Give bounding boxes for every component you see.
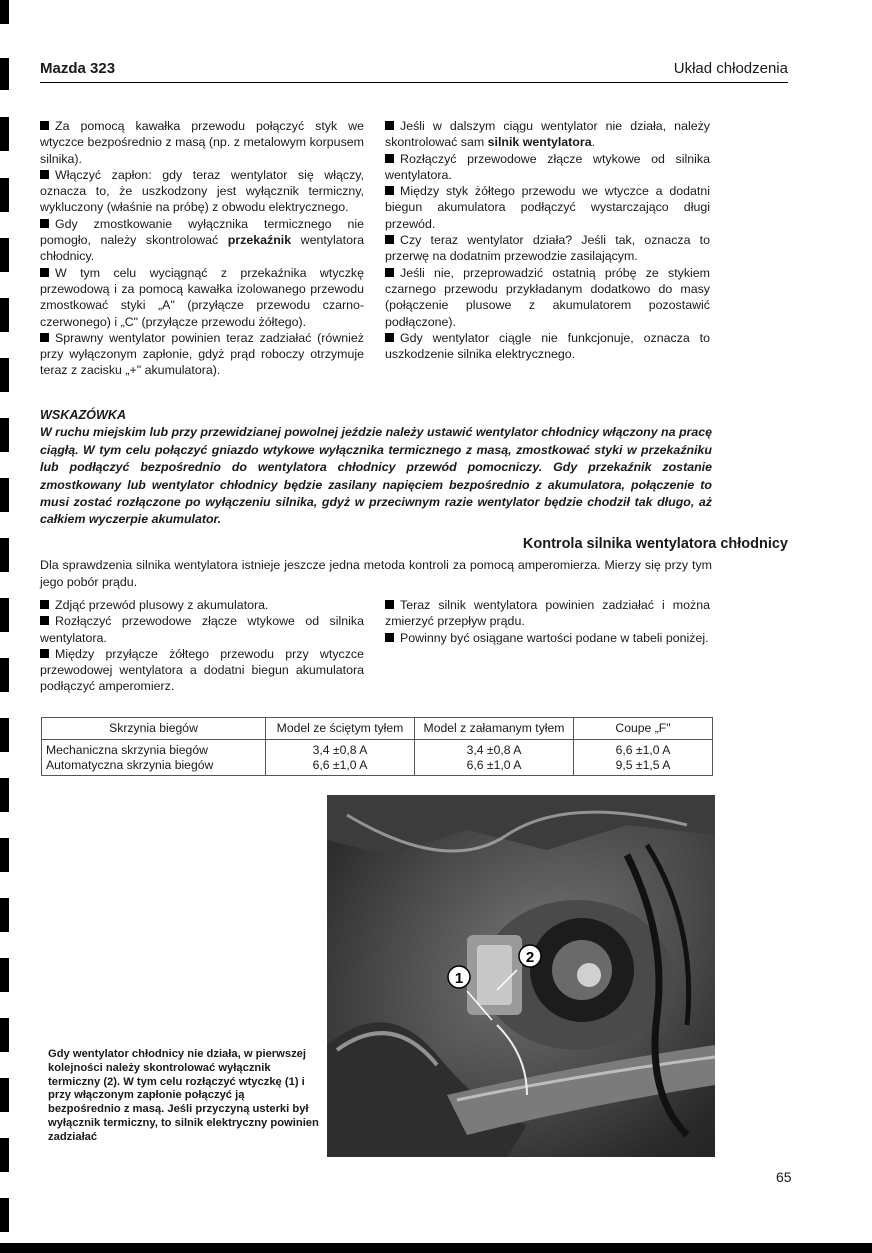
bullet-square-icon bbox=[40, 333, 49, 342]
binding-mark bbox=[0, 178, 9, 212]
header-brand: Mazda 323 bbox=[40, 60, 116, 77]
paragraph: Gdy wentylator ciągle nie funkcjonuje, oznacza to uszkodzenie silnika elektrycznego. bbox=[385, 330, 710, 362]
bullet-square-icon bbox=[40, 219, 49, 228]
top-left-column bbox=[40, 118, 364, 379]
binding-mark bbox=[0, 898, 9, 932]
page-number: 65 bbox=[776, 1169, 792, 1185]
table-row bbox=[42, 740, 713, 759]
binding-mark bbox=[0, 1198, 9, 1232]
engine-photo-graphic bbox=[327, 795, 715, 1157]
notice-body: W ruchu miejskim lub przy przewidzianej powolnej jeździe należy ustawić wentylator chłodnicy włączony na pracę ciągłą. W tym celu połączyć gniazdo wtykowe wyłącznika termicznego z masą, zmostkować styki w przekaźniku lub podłączyć bezpośrednio do wentylatora chłodnicy przewód pomocniczy. Gdy przekaźnik zostanie zmostkowany lub wentylator chłodnicy będzie zasilany napięciem bezpośrednio z akumulatora, połączenie to musi zostać rozłączone po wyłączeniu silnika, gdyż w przeciwnym razie wentylator będzie chodził tak długo, aż całkiem wyczerpie akumulator. bbox=[40, 425, 713, 527]
step-item: Między przyłącze żółtego przewodu przy wtyczce przewodowej wentylatora a dodatni biegun akumulatora podłączyć amperomierz. bbox=[40, 646, 364, 694]
bullet-square-icon bbox=[385, 186, 394, 195]
paragraph: Czy teraz wentylator działa? Jeśli tak, oznacza to przerwę na dodatnim przewodzie zasilającym. bbox=[385, 233, 710, 264]
notice-title: WSKAZÓWKA bbox=[40, 408, 127, 422]
table-cell: 6,6 ±1,0 A bbox=[266, 758, 415, 776]
binding-mark bbox=[0, 238, 9, 272]
binding-mark bbox=[0, 958, 9, 992]
binding-mark bbox=[0, 358, 9, 392]
engine-photo bbox=[327, 795, 715, 1157]
table-header-cell: Model ze ściętym tyłem bbox=[266, 718, 415, 740]
binding-mark bbox=[0, 58, 9, 90]
bullet-square-icon bbox=[40, 616, 49, 625]
bullet-square-icon bbox=[385, 633, 394, 642]
binding-mark bbox=[0, 718, 9, 752]
paragraph: Sprawny wentylator powinien teraz zadziałać (również przy wyłączonym zapłonie, gdyż prąd roboczy otrzymuje teraz z zacisku „+" akumulatora). bbox=[40, 330, 364, 378]
bullet-square-icon bbox=[385, 121, 394, 130]
binding-mark bbox=[0, 778, 9, 812]
bullet-square-icon bbox=[385, 235, 394, 244]
notice-box bbox=[40, 407, 712, 529]
bullet-square-icon bbox=[40, 600, 49, 609]
table-header-cell: Model z załamanym tyłem bbox=[415, 718, 574, 740]
table-header-cell: Skrzynia biegów bbox=[42, 718, 266, 740]
section-title: Kontrola silnika wentylatora chłodnicy bbox=[522, 536, 788, 552]
bullet-square-icon bbox=[40, 268, 49, 277]
table-cell: 9,5 ±1,5 A bbox=[574, 758, 713, 776]
step-item: Powinny być osiągane wartości podane w tabeli poniżej. bbox=[385, 630, 710, 646]
bullet-square-icon bbox=[385, 600, 394, 609]
binding-mark bbox=[0, 1018, 9, 1052]
binding-mark bbox=[0, 658, 9, 692]
table-cell: Automatyczna skrzynia biegów bbox=[42, 758, 266, 776]
bottom-edge-bar bbox=[0, 1243, 872, 1253]
binding-mark bbox=[0, 0, 9, 24]
binding-mark bbox=[0, 1078, 9, 1112]
binding-mark bbox=[0, 838, 9, 872]
paragraph: W tym celu wyciągnąć z przekaźnika wtyczkę przewodową i za pomocą kawałka izolowanego przewodu zmostkować styki „A" (przyłącze przewodu czarno-czerwonego) i „C" (przyłącze przewodu żółtego). bbox=[40, 265, 364, 329]
table-header-cell: Coupe „F" bbox=[574, 718, 713, 740]
photo-caption: Gdy wentylator chłodnicy nie działa, w pierwszej kolejności należy skontrolować wyłącznik termiczny (2). W tym celu rozłączyć wtyczkę (1) i przy włączonym zapłonie połączyć ją bezpośrednio z masą. Jeśli przyczyną usterki był wyłącznik termiczny, to silnik elektryczny powinien zadziałać bbox=[48, 1048, 319, 1143]
table-cell: 3,4 ±0,8 A bbox=[415, 740, 574, 759]
table-header-row bbox=[42, 718, 713, 740]
bullet-square-icon bbox=[385, 333, 394, 342]
paragraph: Za pomocą kawałka przewodu połączyć styk we wtyczce bezpośrednio z masą (np. z metalowym korpusem silnika). bbox=[40, 119, 364, 166]
table-cell: 3,4 ±0,8 A bbox=[266, 740, 415, 759]
binding-mark bbox=[0, 598, 9, 632]
paragraph: Jeśli w dalszym ciągu wentylator nie działa, należy skontrolować sam silnik wentylatora. bbox=[385, 119, 710, 150]
callout-label-1: 1 bbox=[454, 970, 464, 987]
step-item: Zdjąć przewód plusowy z akumulatora. bbox=[40, 597, 364, 613]
page-header bbox=[40, 58, 788, 83]
callout-label-2: 2 bbox=[525, 949, 535, 966]
binding-mark bbox=[0, 117, 9, 151]
current-table bbox=[41, 717, 713, 776]
paragraph: Jeśli nie, przeprowadzić ostatnią próbę ze stykiem czarnego przewodu przykładanym dodatkowo do masy (połączenie plusowe z akumulatorem pozostawić podłączone). bbox=[385, 265, 710, 329]
step-item: Teraz silnik wentylatora powinien zadziałać i można zmierzyć przepływ prądu. bbox=[385, 598, 710, 629]
section-intro: Dla sprawdzenia silnika wentylatora istnieje jeszcze jedna metoda kontroli za pomocą amperomierza. Mierzy się przy tym jego pobór prądu. bbox=[40, 558, 712, 589]
binding-mark bbox=[0, 298, 9, 332]
binding-mark bbox=[0, 1138, 9, 1172]
table-cell: 6,6 ±1,0 A bbox=[574, 740, 713, 759]
table-cell: 6,6 ±1,0 A bbox=[415, 758, 574, 776]
bullet-square-icon bbox=[40, 649, 49, 658]
header-chapter: Układ chłodzenia bbox=[673, 60, 788, 77]
bullet-square-icon bbox=[385, 154, 394, 163]
bullet-square-icon bbox=[40, 170, 49, 179]
paragraph: Włączyć zapłon: gdy teraz wentylator się włączy, oznacza to, że uszkodzony jest wyłącznik termiczny, wykluczony (właśnie na próbę) z obwodu elektrycznego. bbox=[40, 167, 364, 215]
top-right-column bbox=[385, 118, 710, 362]
bullet-square-icon bbox=[40, 121, 49, 130]
binding-mark bbox=[0, 538, 9, 572]
table-cell: Mechaniczna skrzynia biegów bbox=[42, 740, 266, 759]
paragraph: Gdy zmostkowanie wyłącznika termicznego nie pomogło, należy skontrolować przekaźnik wentylatora chłodnicy. bbox=[40, 216, 364, 264]
paragraph: Rozłączyć przewodowe złącze wtykowe od silnika wentylatora. bbox=[385, 151, 710, 182]
steps-right-column bbox=[385, 597, 710, 646]
step-item: Rozłączyć przewodowe złącze wtykowe od silnika wentylatora. bbox=[40, 614, 364, 645]
binding-mark bbox=[0, 418, 9, 452]
table-row bbox=[42, 758, 713, 776]
bullet-square-icon bbox=[385, 268, 394, 277]
binding-mark bbox=[0, 478, 9, 512]
steps-left-column bbox=[40, 597, 364, 695]
paragraph: Między styk żółtego przewodu we wtyczce a dodatni biegun akumulatora podłączyć wystarczająco długi przewód. bbox=[385, 184, 710, 231]
